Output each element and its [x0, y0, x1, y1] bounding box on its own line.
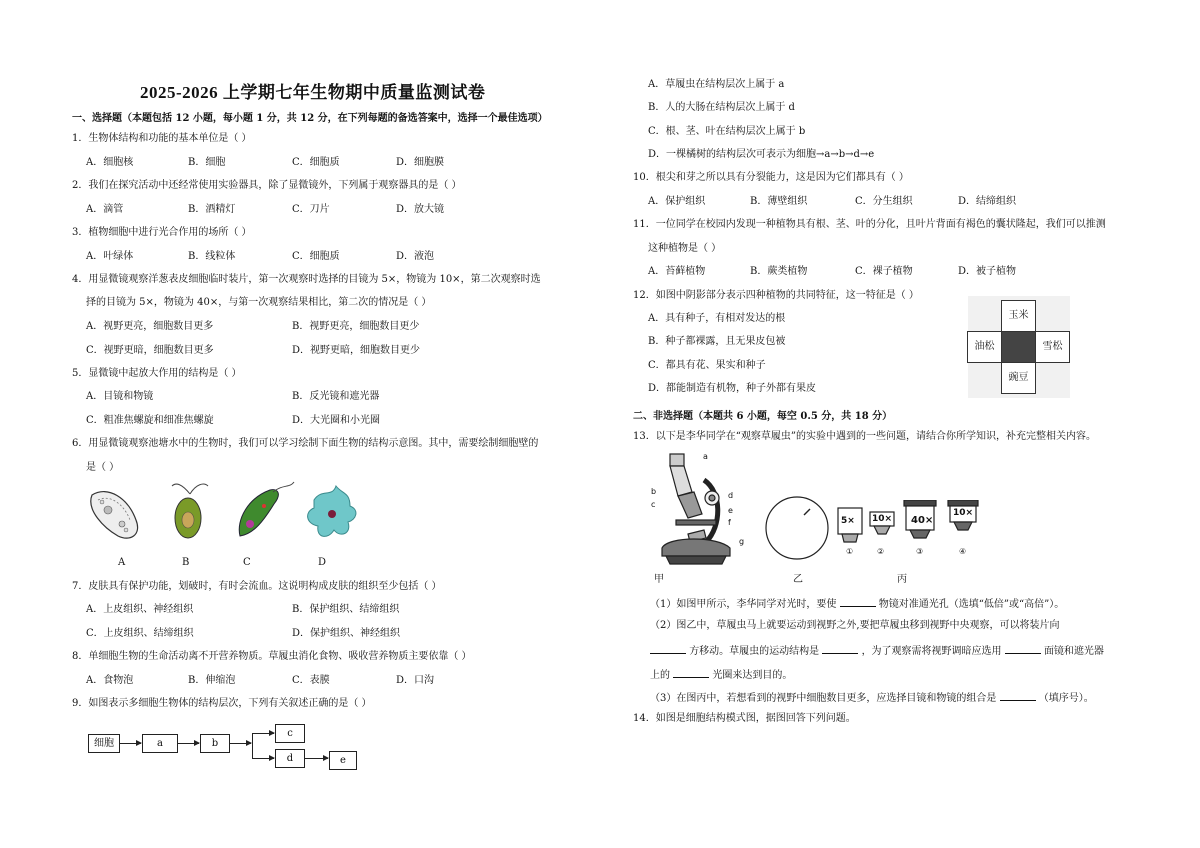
field-circle — [766, 497, 828, 559]
q13-part2-text-f: 光圈来达到目的。 — [712, 670, 793, 681]
q13-blank-4[interactable] — [1005, 643, 1041, 654]
cross-cell-left: 油松 — [967, 331, 1002, 363]
lens-label-3: 40× — [911, 515, 934, 526]
q9-option-d[interactable]: D．一棵橘树的结构层次可表示为细胞→a→b→d→e — [648, 149, 875, 160]
q1-option-d[interactable]: D．细胞膜 — [396, 157, 445, 168]
q2-option-a[interactable]: A．滴管 — [86, 204, 124, 215]
q11-option-b[interactable]: B．蕨类植物 — [750, 266, 808, 277]
q5-option-b[interactable]: B．反光镜和遮光器 — [292, 391, 380, 402]
q13-blank-5[interactable] — [673, 667, 709, 678]
q13-blank-2[interactable] — [650, 643, 686, 654]
q4-stem-line2: 择的目镜为 5×，物镜为 40×，与第一次观察结果相比，第二次的情况是（ ） — [86, 297, 432, 308]
q4-option-c[interactable]: C．视野更暗，细胞数目更多 — [86, 345, 214, 356]
q3-stem: 3．植物细胞中进行光合作用的场所（ ） — [72, 227, 252, 238]
euglena-image — [239, 482, 294, 536]
q10-option-d[interactable]: D．结缔组织 — [958, 196, 1017, 207]
micro-label-f: f — [728, 518, 731, 527]
q10-option-c[interactable]: C．分生组织 — [855, 196, 913, 207]
q5-option-c[interactable]: C．粗准焦螺旋和细准焦螺旋 — [86, 415, 214, 426]
lens-num-1: ① — [846, 547, 854, 556]
q10-option-b[interactable]: B．薄壁组织 — [750, 196, 808, 207]
micro-label-g: g — [739, 537, 745, 546]
q13-stem: 13．以下是李华同学在“观察草履虫”的实验中遇到的一些问题，请结合你所学知识，补充完整相关内容。 — [633, 431, 1096, 442]
section1-heading: 一、选择题（本题包括 12 小题，每小题 1 分，共 12 分，在下列每题的备选答案中，选择一个最佳选项） — [72, 113, 548, 124]
fig-caption-jia: 甲 — [654, 574, 664, 585]
q6-label-a: A — [118, 557, 126, 568]
q3-option-c[interactable]: C．细胞质 — [292, 251, 340, 262]
q6-label-b: B — [182, 557, 190, 568]
q13-part2-text-d: 面镜和遮光器 — [1043, 646, 1104, 657]
q13-blank-6[interactable] — [1000, 690, 1036, 701]
q13-part2-line1: （2）图乙中，草履虫马上就要运动到视野之外,要把草履虫移到视野中央观察，可以将装片向 — [650, 620, 1060, 631]
lens-label-4: 10× — [953, 508, 974, 518]
diagram-box-e: e — [329, 751, 357, 770]
micro-label-d: d — [728, 491, 734, 500]
section2-heading: 二、非选择题（本题共 6 小题，每空 0.5 分，共 18 分） — [633, 411, 893, 422]
q9-option-b[interactable]: B．人的大肠在结构层次上属于 d — [648, 102, 795, 113]
diagram-box-c: c — [275, 724, 305, 743]
q4-option-a[interactable]: A．视野更亮，细胞数目更多 — [86, 321, 214, 332]
q1-stem: 1．生物体结构和功能的基本单位是（ ） — [72, 133, 252, 144]
chlamydomonas-image — [172, 484, 208, 538]
q3-option-d[interactable]: D．液泡 — [396, 251, 435, 262]
microscope-figure — [648, 452, 758, 570]
field-of-view-figure — [764, 495, 830, 561]
q1-option-c[interactable]: C．细胞质 — [292, 157, 340, 168]
q9-option-c[interactable]: C．根、茎、叶在结构层次上属于 b — [648, 126, 806, 137]
q11-stem-line1: 11．一位同学在校园内发现一种植物具有根、茎、叶的分化，且叶片背面有褐色的囊状隆起，我们可以推测 — [633, 219, 1106, 230]
amoeba-image — [308, 486, 356, 536]
q3-option-a[interactable]: A．叶绿体 — [86, 251, 134, 262]
q2-option-d[interactable]: D．放大镜 — [396, 204, 445, 215]
paramecium-image — [91, 492, 138, 539]
cross-cell-top: 玉米 — [1001, 300, 1036, 332]
q12-option-d[interactable]: D．都能制造有机物，种子外都有果皮 — [648, 383, 817, 394]
q13-part1-text-a: （1）如图甲所示，李华同学对光时，要使 — [650, 599, 837, 610]
q7-option-d[interactable]: D．保护组织、神经组织 — [292, 628, 401, 639]
q4-stem-line1: 4．用显微镜观察洋葱表皮细胞临时装片，第一次观察时选择的目镜为 5×，物镜为 10×，第二次观察时选 — [72, 274, 541, 285]
diagram-arrow — [229, 743, 251, 744]
diagram-arrow — [252, 758, 274, 759]
q6-label-c: C — [243, 557, 251, 568]
lens-label-1: 5× — [841, 516, 855, 526]
q9-option-a[interactable]: A．草履虫在结构层次上属于 a — [648, 79, 785, 90]
q13-part1 — [650, 596, 1064, 611]
q8-option-a[interactable]: A．食物泡 — [86, 675, 134, 686]
micro-label-e: e — [728, 506, 733, 515]
fig-caption-yi: 乙 — [793, 574, 803, 585]
micro-label-c: c — [651, 500, 656, 509]
q2-option-c[interactable]: C．刀片 — [292, 204, 330, 215]
q1-option-b[interactable]: B．细胞 — [188, 157, 226, 168]
q13-part2-text-c: ，为了观察需将视野调暗应选用 — [861, 646, 1002, 657]
microscope-image — [662, 454, 730, 564]
q13-part2-text-b: 方移动。草履虫的运动结构是 — [689, 646, 820, 657]
q12-option-a[interactable]: A．具有种子，有相对发达的根 — [648, 313, 786, 324]
q11-option-c[interactable]: C．裸子植物 — [855, 266, 913, 277]
micro-label-a: a — [703, 452, 708, 461]
cross-cell-right: 雪松 — [1035, 331, 1070, 363]
q10-stem: 10．根尖和芽之所以具有分裂能力，这是因为它们都具有（ ） — [633, 172, 909, 183]
q13-part2-text-e: 上的 — [650, 670, 670, 681]
q11-option-a[interactable]: A．苔藓植物 — [648, 266, 706, 277]
q10-option-a[interactable]: A．保护组织 — [648, 196, 706, 207]
q1-option-a[interactable]: A．细胞核 — [86, 157, 134, 168]
q6-stem-line2: 是（ ） — [86, 462, 120, 473]
q8-option-b[interactable]: B．伸缩泡 — [188, 675, 236, 686]
q6-stem-line1: 6．用显微镜观察池塘水中的生物时，我们可以学习绘制下面生物的结构示意图。其中，需要绘制细胞壁的 — [72, 438, 539, 449]
q6-organism-figure — [78, 480, 378, 550]
cross-cell-bottom: 豌豆 — [1001, 362, 1036, 394]
q6-label-d: D — [318, 557, 327, 568]
q12-option-b[interactable]: B．种子都裸露，且无果皮包被 — [648, 336, 786, 347]
q13-part2-line3 — [650, 667, 792, 682]
q8-stem: 8．单细胞生物的生命活动离不开营养物质。草履虫消化食物、吸收营养物质主要依靠（ ） — [72, 651, 472, 662]
q2-option-b[interactable]: B．酒精灯 — [188, 204, 236, 215]
q14-stem: 14．如图是细胞结构模式图，据图回答下列问题。 — [633, 713, 856, 724]
lens-num-3: ③ — [916, 547, 924, 556]
lens-num-4: ④ — [959, 547, 967, 556]
lens-num-2: ② — [877, 547, 885, 556]
q13-part3-text-b: （填序号）。 — [1038, 693, 1094, 704]
q13-blank-1[interactable] — [840, 596, 876, 607]
q5-stem: 5．显微镜中起放大作用的结构是（ ） — [72, 368, 242, 379]
q5-option-a[interactable]: A．目镜和物镜 — [86, 391, 154, 402]
q7-option-b[interactable]: B．保护组织、结缔组织 — [292, 604, 400, 615]
q4-option-d[interactable]: D．视野更暗，细胞数目更少 — [292, 345, 421, 356]
q13-part3-text-a: （3）在图丙中，若想看到的视野中细胞数目更多，应选择目镜和物镜的组合是 — [650, 693, 997, 704]
q13-part2-line2 — [650, 643, 1104, 658]
diagram-branch-line — [252, 733, 253, 758]
q8-option-c[interactable]: C．表膜 — [292, 675, 330, 686]
q4-option-b[interactable]: B．视野更亮，细胞数目更少 — [292, 321, 420, 332]
q7-option-a[interactable]: A．上皮组织、神经组织 — [86, 604, 194, 615]
q5-option-d[interactable]: D．大光圈和小光圈 — [292, 415, 381, 426]
q9-stem: 9．如图表示多细胞生物体的结构层次，下列有关叙述正确的是（ ） — [72, 698, 372, 709]
diagram-arrow — [177, 743, 199, 744]
q7-option-c[interactable]: C．上皮组织、结缔组织 — [86, 628, 194, 639]
q13-blank-3[interactable] — [822, 643, 858, 654]
q12-stem: 12．如图中阴影部分表示四种植物的共同特征，这一特征是（ ） — [633, 290, 919, 301]
q13-part1-text-b: 物镜对准通光孔（选填“低倍”或“高倍”）。 — [878, 599, 1065, 610]
diagram-box-cell: 细胞 — [88, 734, 120, 753]
q2-stem: 2．我们在探究活动中还经常使用实验器具，除了显微镜外，下列属于观察器具的是（ ） — [72, 180, 462, 191]
diagram-box-d: d — [275, 749, 305, 768]
diagram-box-a: a — [142, 734, 178, 753]
lens-label-2: 10× — [872, 514, 893, 524]
fig-caption-bing: 丙 — [897, 574, 907, 585]
cross-shaded-center — [1001, 331, 1036, 363]
q3-option-b[interactable]: B．线粒体 — [188, 251, 236, 262]
diagram-box-b: b — [200, 734, 230, 753]
q7-stem: 7．皮肤具有保护功能，划破时，有时会流血。这说明构成皮肤的组织至少包括（ ） — [72, 581, 442, 592]
q8-option-d[interactable]: D．口沟 — [396, 675, 435, 686]
q11-option-d[interactable]: D．被子植物 — [958, 266, 1017, 277]
diagram-arrow — [252, 733, 274, 734]
diagram-arrow — [304, 758, 328, 759]
q13-part3 — [650, 690, 1094, 705]
diagram-arrow — [119, 743, 141, 744]
q12-option-c[interactable]: C．都具有花、果实和种子 — [648, 360, 766, 371]
q11-stem-line2: 这种植物是（ ） — [648, 243, 722, 254]
micro-label-b: b — [651, 487, 657, 496]
page-title: 2025-2026 上学期七年生物期中质量监测试卷 — [140, 83, 486, 102]
